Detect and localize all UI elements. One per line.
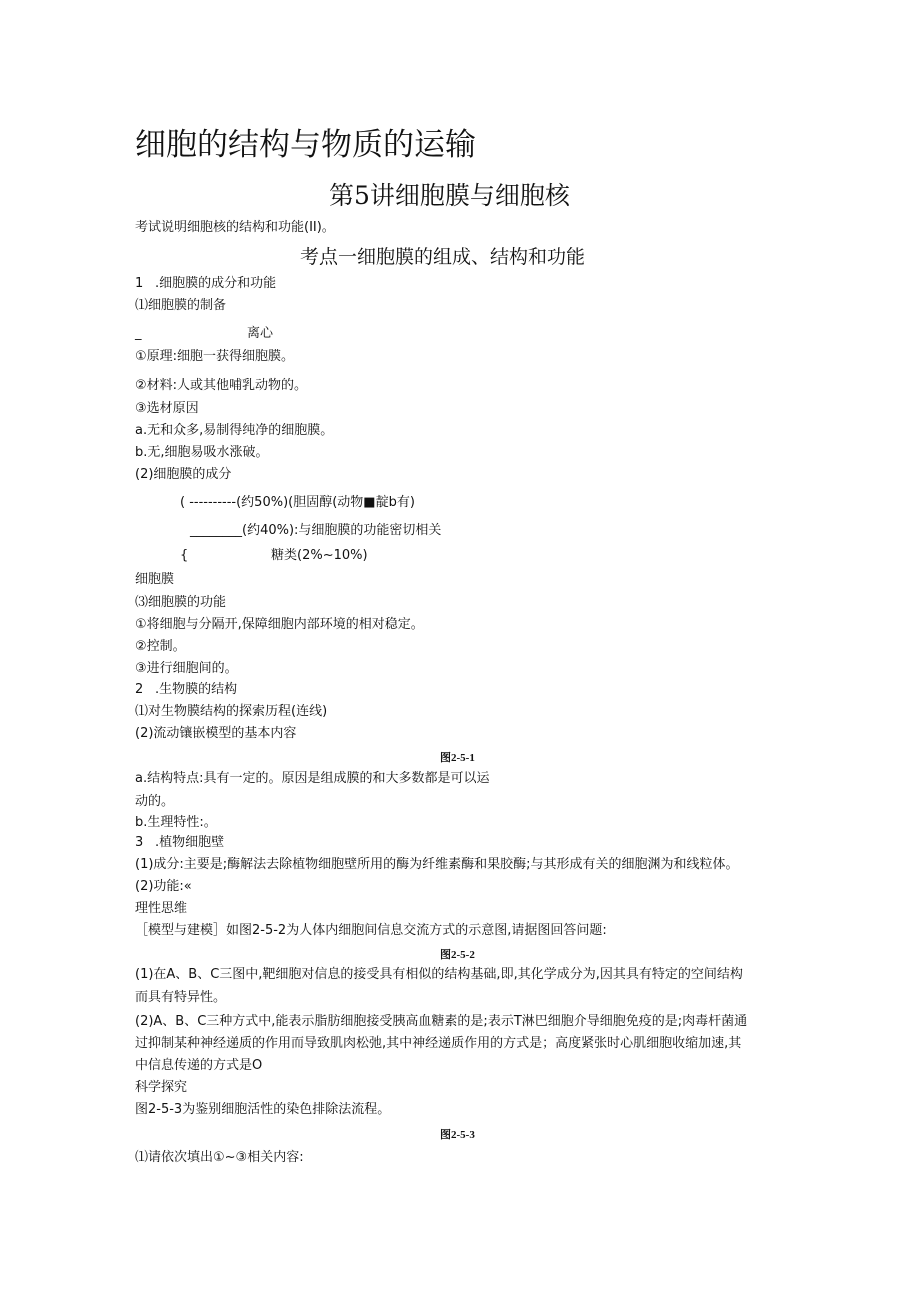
- subsection-2-1: ⑴对生物膜结构的探索历程(连线): [135, 704, 328, 719]
- section-1-heading: .细胞膜的成分和功能: [155, 276, 277, 291]
- membrane-label: 细胞膜: [135, 572, 175, 587]
- cell-wall-composition: (1)成分:主要是;酶解法去除植物细胞壁所用的酶为纤维素酶和果胶酶;与其形成有关的细胞渊为和线粒体。: [135, 857, 739, 872]
- figure-2-5-3-description: 图2-5-3为鉴别细胞活性的染色排除法流程。: [135, 1102, 391, 1117]
- cell-wall-function: (2)功能:«: [135, 879, 192, 894]
- question-3-line: ⑴请依次填出①~③相关内容:: [135, 1150, 304, 1165]
- question-2-line-1: (2)A、B、C三种方式中,能表示脂肪细胞接受胰高血糖素的是;表示T淋巴细胞介导细胞免疫的是;肉毒杆菌通: [135, 1014, 748, 1029]
- feature-b: b.生理特性:。: [135, 815, 217, 830]
- function-1: ①将细胞与分隔开,保障细胞内部环境的相对稳定。: [135, 617, 424, 632]
- section-3-number: 3: [135, 835, 144, 850]
- subsection-1-3: ⑶细胞膜的功能: [135, 595, 227, 610]
- rational-thinking-label: 理性思维: [135, 901, 188, 916]
- question-1-line-2: 而具有特异性。: [135, 990, 227, 1005]
- reason-b: b.无,细胞易吸水涨破。: [135, 445, 269, 460]
- section-2-number: 2: [135, 682, 144, 697]
- exam-note: 考试说明细胞核的结构和功能(II)。: [135, 220, 335, 235]
- lecture-title: 第5讲细胞膜与细胞核: [329, 181, 570, 210]
- composition-line-3: 糖类(2%~10%): [271, 548, 368, 563]
- function-3: ③进行细胞间的。: [135, 661, 238, 676]
- feature-a-continued: 动的。: [135, 794, 175, 809]
- subsection-1-1: ⑴细胞膜的制备: [135, 298, 227, 313]
- figure-2-5-1-caption: 图2-5-1: [440, 752, 475, 764]
- reason-a: a.无和众多,易制得纯净的细胞膜。: [135, 423, 334, 438]
- section-heading-1: 考点一细胞膜的组成、结构和功能: [300, 246, 586, 268]
- question-2-line-3: 中信息传递的方式是O: [135, 1058, 263, 1073]
- principle-line: ①原理:细胞一获得细胞膜。: [135, 349, 295, 364]
- material-line: ②材料:人或其他哺乳动物的。: [135, 378, 308, 393]
- subsection-2-2: (2)流动镶嵌模型的基本内容: [135, 726, 297, 741]
- question-2-line-2: 过抑制某种神经递质的作用而导致肌肉松弛,其中神经递质作用的方式是；高度紧张时心肌细胞收缩加速,其: [135, 1036, 742, 1051]
- model-prompt: ［模型与建模］如图2-5-2为人体内细胞间信息交流方式的示意图,请据图回答问题:: [135, 923, 607, 938]
- scientific-inquiry-label: 科学探究: [135, 1080, 188, 1095]
- composition-line-2: ________(约40%):与细胞膜的功能密切相关: [190, 523, 442, 538]
- function-2: ②控制。: [135, 639, 186, 654]
- section-1-number: 1: [135, 276, 144, 291]
- section-2-heading: .生物膜的结构: [155, 682, 238, 697]
- document-title: 细胞的结构与物质的运输: [135, 127, 476, 163]
- composition-line-1: ( ----------(约50%)(胆固醇(动物■靛b有): [180, 495, 415, 510]
- figure-2-5-3-caption: 图2-5-3: [440, 1129, 475, 1141]
- centrifuge-label: 离心: [247, 326, 274, 341]
- composition-brace: {: [180, 548, 189, 563]
- reason-heading: ③选材原因: [135, 401, 199, 416]
- feature-a: a.结构特点:具有一定的。原因是组成膜的和大多数都是可以运: [135, 771, 490, 786]
- question-1-line-1: (1)在A、B、C三图中,靶细胞对信息的接受具有相似的结构基础,即,其化学成分为,因其具有特定的空间结构: [135, 967, 743, 982]
- figure-2-5-2-caption: 图2-5-2: [440, 949, 475, 961]
- section-3-heading: .植物细胞壁: [155, 835, 225, 850]
- blank-mark: _: [135, 326, 142, 341]
- subsection-1-2: (2)细胞膜的成分: [135, 467, 232, 482]
